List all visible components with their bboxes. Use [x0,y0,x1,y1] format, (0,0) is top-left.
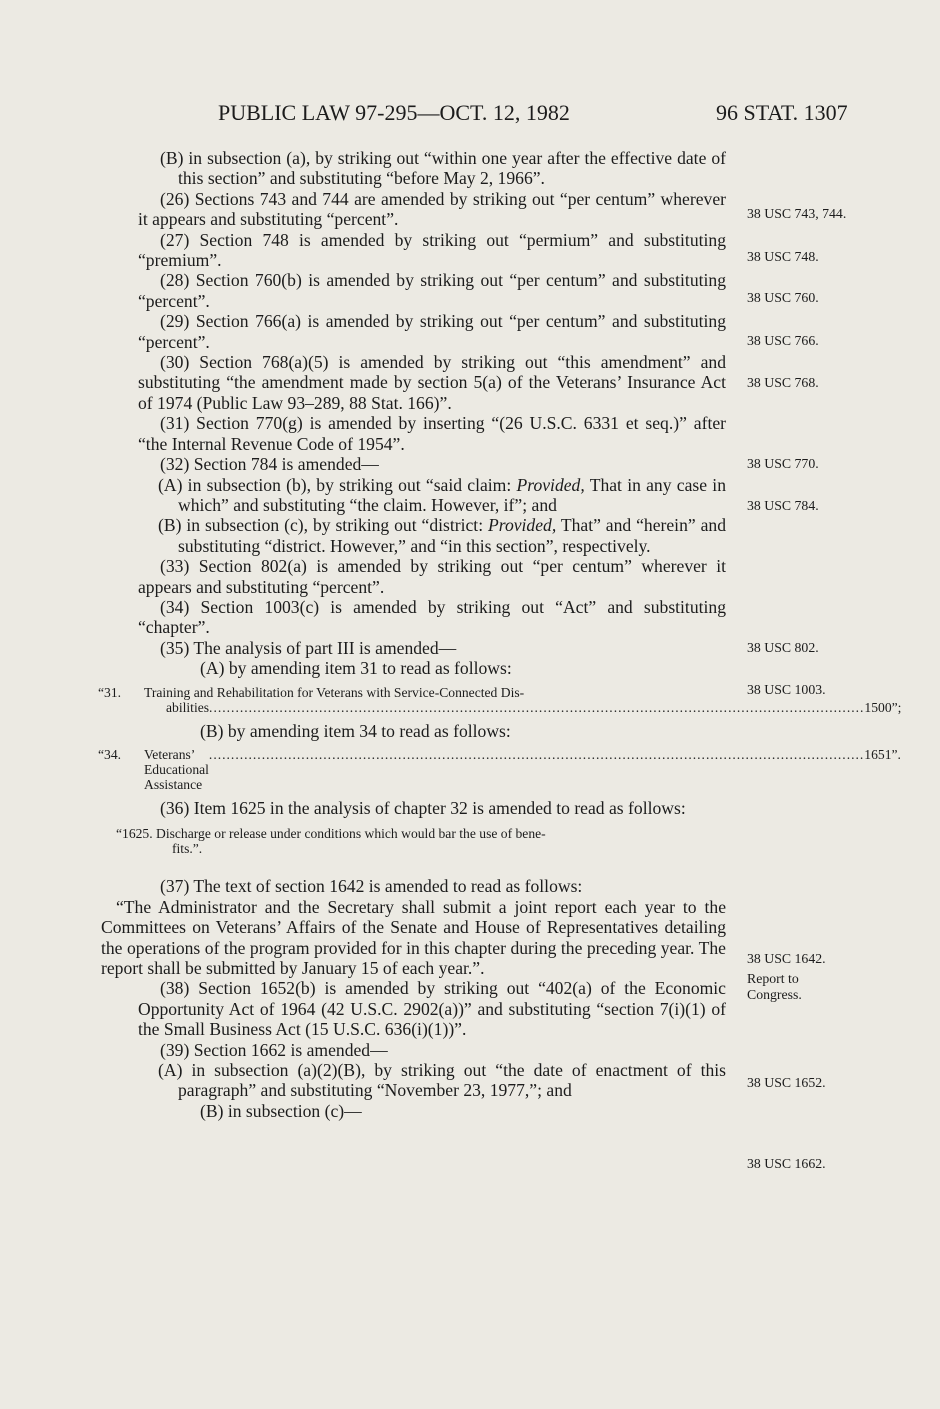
paragraph-28: (28) Section 760(b) is amended by striking out “per centum” and substituting “percent”. [138,270,726,311]
paragraph-32b-text: (B) in subsection (c), by striking out “district: [158,515,488,536]
paragraph-32a [138,475,726,516]
item-34-leader: ..................................................................................................................................................... [208,746,865,762]
item-31-text: Training and Rehabilitation for Veterans with Service-Connected Dis- [144,684,525,700]
margin-note-748: 38 USC 748. [747,249,819,264]
paragraph-32a-text: (A) in subsection (b), by striking out “said claim: [158,474,517,495]
margin-note-760: 38 USC 760. [747,290,819,305]
paragraph-27: (27) Section 748 is amended by striking out “permium” and substituting “premium”. [138,229,726,271]
paragraph-32b-text-2: That” and “herein” and substituting “district. However,” and “in this section”, respectively. [178,515,726,556]
paragraph-32a-text-2: That in any case in which” and substituting “the claim. However, if”; and [178,474,726,515]
analysis-item-1625 [116,826,726,856]
paragraph-29: (29) Section 766(a) is amended by striking out “per centum” and substituting “percent”. [138,311,726,352]
item-31-continuation: abilities [166,699,210,715]
paragraph-38: (38) Section 1652(b) is amended by striking out “402(a) of the Economic Opportunity Act of 1964 (42 U.S.C. 2902(a))” and substituting “section 7(i)(1) of the Small Business Act (15 U.S.C. 636(i)(1))”. [138,978,726,1040]
margin-note-1662: 38 USC 1662. [747,1156,826,1171]
paragraph-39: (39) Section 1662 is amended— [160,1039,388,1060]
paragraph-32b [138,515,726,556]
paragraph-26: (26) Sections 743 and 744 are amended by striking out “per centum” wherever it appears and substituting “percent”. [138,188,726,230]
paragraph-35a: (A) by amending item 31 to read as follows: [200,658,512,679]
item-31-number: “31. [98,684,122,700]
item-34-number: “34. [98,746,122,762]
margin-note-report: Report to Congress. [747,971,802,1002]
paragraph-30: (30) Section 768(a)(5) is amended by striking out “this amendment” and substituting “the amendment made by section 5(a) of the Veterans’ Insurance Act of 1974 (Public Law 93–289, 88 Stat. 166)”. [138,352,726,413]
item-34-text: Veterans’ Educational Assistance [144,746,209,792]
analysis-item-34 [98,746,901,792]
margin-note-743: 38 USC 743, 744. [747,206,847,221]
margin-note-768: 38 USC 768. [747,375,819,390]
paragraph-39b: (B) in subsection (c)— [200,1100,362,1121]
running-header-stat: 96 STAT. 1307 [716,100,848,125]
item-1625-text: “1625. Discharge or release under conditions which would bar the use of bene- [116,826,546,842]
paragraph-35b: (B) by amending item 34 to read as follows: [200,720,511,741]
margin-note-1652: 38 USC 1652. [747,1075,826,1090]
paragraph-33: (33) Section 802(a) is amended by striking out “per centum” wherever it appears and substituting “percent”. [138,556,726,597]
paragraph-39a: (A) in subsection (a)(2)(B), by striking out “the date of enactment of this paragraph” and substituting “November 23, 1977,”; and [158,1060,726,1101]
paragraph-32a-italic: Provided, [516,474,585,495]
running-header-title: PUBLIC LAW 97-295—OCT. 12, 1982 [218,100,570,125]
item-1625-continuation: fits.”. [172,841,203,857]
item-34-page: 1651”. [864,746,901,762]
paragraph-37-quote: “The Administrator and the Secretary shall submit a joint report each year to the Committees on Veterans’ Affairs of the Senate and House of Representatives detailing the operations of the program provided for in this chapter during the preceding year. The report shall be submitted by January 15 of each year.”. [101,896,726,978]
margin-note-766: 38 USC 766. [747,333,819,348]
margin-note-1003: 38 USC 1003. [747,682,826,697]
margin-note-770: 38 USC 770. [747,456,819,471]
margin-note-784: 38 USC 784. [747,498,819,513]
paragraph-34: (34) Section 1003(c) is amended by striking out “Act” and substituting “chapter”. [138,596,726,638]
paragraph-36: (36) Item 1625 in the analysis of chapter 32 is amended to read as follows: [160,797,686,818]
paragraph-31: (31) Section 770(g) is amended by inserting “(26 U.S.C. 6331 et seq.)” after “the Internal Revenue Code of 1954”. [138,413,726,454]
margin-note-802: 38 USC 802. [747,640,819,655]
item-31-leader: ..................................................................................................................................................... [209,699,865,715]
paragraph-25b: (B) in subsection (a), by striking out “within one year after the effective date of this section” and substituting “before May 2, 1966”. [160,148,726,189]
paragraph-32b-italic: Provided, [488,515,557,536]
paragraph-37: (37) The text of section 1642 is amended to read as follows: [160,876,583,897]
paragraph-32: (32) Section 784 is amended— [160,454,379,475]
paragraph-35: (35) The analysis of part III is amended— [160,637,457,658]
margin-note-1642: 38 USC 1642. [747,951,826,966]
item-31-page: 1500”; [864,699,902,715]
